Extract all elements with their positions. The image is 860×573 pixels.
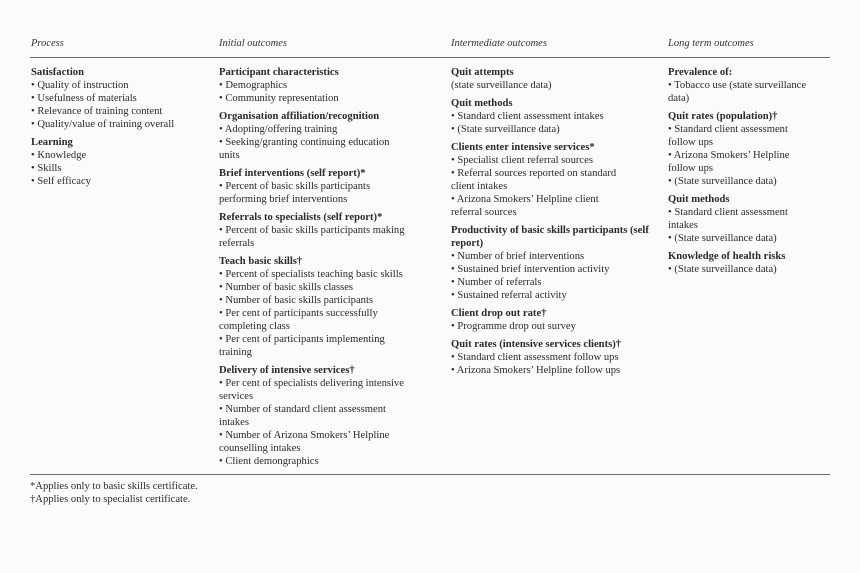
section-item: • Quality of instruction	[31, 80, 129, 91]
section-item: • Community representation	[219, 93, 339, 104]
section-item: training	[219, 347, 252, 358]
section-item: • Arizona Smokers’ Helpline follow ups	[451, 365, 621, 376]
section-item: (state surveillance data)	[451, 80, 552, 91]
column-intermediate-outcomes	[451, 66, 656, 382]
section-item: • Arizona Smokers’ Helpline	[668, 150, 790, 161]
section-item: • Demographics	[219, 80, 288, 91]
top-rule	[30, 57, 830, 58]
section-item: • Adopting/offering training	[219, 124, 338, 135]
outcome-section	[219, 255, 444, 359]
section-item: • Sustained referral activity	[451, 290, 567, 301]
section-title: Client drop out rate†	[451, 308, 547, 319]
section-item: • Relevance of training content	[31, 106, 163, 117]
section-title: Satisfaction	[31, 67, 84, 78]
section-item: follow ups	[668, 137, 714, 148]
section-title: Quit rates (population)†	[668, 111, 778, 122]
section-item: client intakes	[451, 181, 508, 192]
section-item: • Arizona Smokers’ Helpline client	[451, 194, 599, 205]
outcome-section	[451, 224, 656, 302]
section-item: referrals	[219, 238, 255, 249]
section-item: • Percent of basic skills participants making	[219, 225, 405, 236]
section-item: • Number of standard client assessment	[219, 404, 386, 415]
section-item: • Per cent of specialists delivering intensive	[219, 378, 404, 389]
section-item: performing brief interventions	[219, 194, 348, 205]
section-item: • Number of brief interventions	[451, 251, 585, 262]
header-initial-outcomes: Initial outcomes	[219, 38, 287, 49]
outcome-section	[219, 167, 444, 206]
section-item: • Skills	[31, 163, 62, 174]
section-title: Referrals to specialists (self report)*	[219, 212, 383, 223]
section-item: • Standard client assessment intakes	[451, 111, 604, 122]
outcome-section	[668, 110, 828, 188]
header-long-term-outcomes: Long term outcomes	[668, 38, 754, 49]
section-item: • Quality/value of training overall	[31, 119, 175, 130]
outcome-section	[668, 193, 828, 245]
section-item: intakes	[668, 220, 699, 231]
section-title: Prevalence of:	[668, 67, 733, 78]
section-item: • Seeking/granting continuing education	[219, 137, 390, 148]
section-item: • Usefulness of materials	[31, 93, 137, 104]
section-title: Clients enter intensive services*	[451, 142, 595, 153]
section-item: follow ups	[668, 163, 714, 174]
outcome-section	[219, 364, 444, 468]
section-item: • Standard client assessment follow ups	[451, 352, 619, 363]
bottom-rule	[30, 474, 830, 475]
section-item: • Sustained brief intervention activity	[451, 264, 610, 275]
outcome-section	[668, 66, 828, 105]
section-item: counselling intakes	[219, 443, 301, 454]
section-item: • Programme drop out survey	[451, 321, 576, 332]
outcome-section	[31, 66, 216, 131]
section-title: Organisation affiliation/recognition	[219, 111, 380, 122]
header-process: Process	[31, 38, 64, 49]
section-item: services	[219, 391, 254, 402]
outcome-section	[219, 66, 444, 105]
section-title: Knowledge of health risks	[668, 251, 786, 262]
outcome-section	[451, 338, 656, 377]
column-initial-outcomes	[219, 66, 444, 473]
section-item: • Knowledge	[31, 150, 87, 161]
section-item: • Number of referrals	[451, 277, 542, 288]
section-item: • (State surveillance data)	[668, 233, 777, 244]
outcome-section	[451, 66, 656, 92]
header-intermediate-outcomes: Intermediate outcomes	[451, 38, 547, 49]
section-item: • Number of Arizona Smokers’ Helpline	[219, 430, 390, 441]
outcome-section	[451, 307, 656, 333]
section-item: • Per cent of participants implementing	[219, 334, 385, 345]
section-item: • Number of basic skills classes	[219, 282, 354, 293]
section-item: intakes	[219, 417, 250, 428]
section-item: • Self efficacy	[31, 176, 91, 187]
section-item: • Per cent of participants successfully	[219, 308, 378, 319]
section-item: • Standard client assessment	[668, 124, 788, 135]
footnote-basic-skills: *Applies only to basic skills certificate.	[30, 481, 198, 492]
section-item: • Referral sources reported on standard	[451, 168, 617, 179]
footnote-specialist: †Applies only to specialist certificate.	[30, 494, 191, 505]
column-process	[31, 66, 216, 193]
section-item: • Standard client assessment	[668, 207, 788, 218]
section-item: • Percent of specialists teaching basic skills	[219, 269, 403, 280]
section-item: • Client demongraphics	[219, 456, 319, 467]
section-title: Delivery of intensive services†	[219, 365, 355, 376]
section-item: • Number of basic skills participants	[219, 295, 374, 306]
section-item: referral sources	[451, 207, 517, 218]
section-title: Quit methods	[451, 98, 513, 109]
section-item: • (State surveillance data)	[668, 176, 777, 187]
outcome-section	[451, 141, 656, 219]
section-item: completing class	[219, 321, 290, 332]
section-title: Brief interventions (self report)*	[219, 168, 366, 179]
section-title: Quit attempts	[451, 67, 514, 78]
section-title: Quit rates (intensive services clients)†	[451, 339, 622, 350]
outcome-section	[451, 97, 656, 136]
outcome-section	[668, 250, 828, 276]
section-item: data)	[668, 93, 690, 104]
column-long-term-outcomes	[668, 66, 828, 281]
outcome-section	[31, 136, 216, 188]
section-title: Participant characteristics	[219, 67, 339, 78]
section-title: Teach basic skills†	[219, 256, 303, 267]
section-item: • (State surveillance data)	[668, 264, 777, 275]
section-title: Learning	[31, 137, 73, 148]
section-item: • Percent of basic skills participants	[219, 181, 371, 192]
section-title: Quit methods	[668, 194, 730, 205]
section-item: • Tobacco use (state surveillance	[668, 80, 807, 91]
outcome-section	[219, 211, 444, 250]
section-title: Productivity of basic skills participants (self report)	[451, 225, 649, 249]
section-item: • (State surveillance data)	[451, 124, 560, 135]
section-item: units	[219, 150, 240, 161]
section-item: • Specialist client referral sources	[451, 155, 593, 166]
outcome-section	[219, 110, 444, 162]
